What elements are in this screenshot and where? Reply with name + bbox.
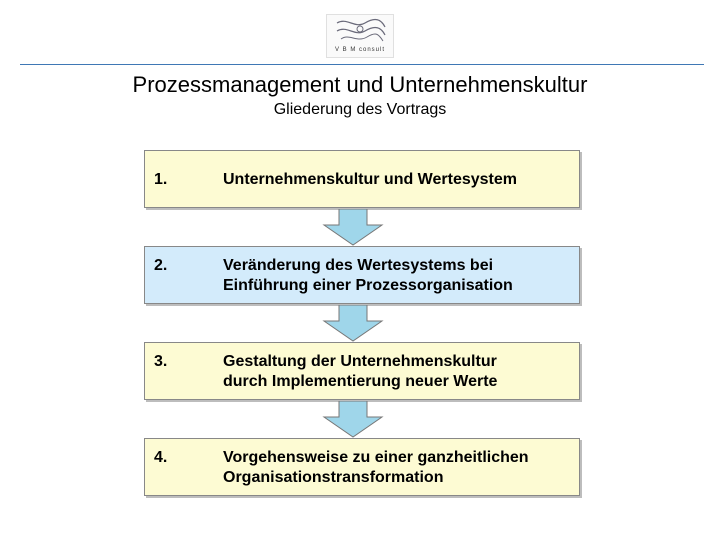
step-label: Vorgehensweise zu einer ganzheitlichen Organisationstransformation bbox=[223, 449, 529, 486]
down-arrow-icon bbox=[322, 305, 384, 343]
step-label: Veränderung des Wertesystems bei Einführung einer Prozessorganisation bbox=[223, 257, 513, 294]
header-divider bbox=[20, 64, 704, 65]
down-arrow-icon bbox=[322, 401, 384, 439]
step-box-4 bbox=[144, 438, 580, 496]
logo-text: V B M consult bbox=[334, 47, 385, 53]
step-label: Gestaltung der Unternehmenskultur durch Implementierung neuer Werte bbox=[223, 353, 498, 390]
company-logo bbox=[326, 14, 394, 58]
page-subtitle: Gliederung des Vortrags bbox=[273, 101, 447, 118]
step-number: 3. bbox=[154, 353, 168, 370]
step-box-1 bbox=[144, 150, 580, 208]
step-number: 4. bbox=[154, 449, 168, 466]
logo-swirl-icon bbox=[327, 15, 393, 47]
down-arrow-icon bbox=[322, 209, 384, 247]
page-title: Prozessmanagement und Unternehmenskultur bbox=[132, 72, 588, 97]
step-box-3 bbox=[144, 342, 580, 400]
step-box-2 bbox=[144, 246, 580, 304]
step-number: 1. bbox=[154, 171, 168, 188]
step-number: 2. bbox=[154, 257, 168, 274]
step-label: Unternehmenskultur und Wertesystem bbox=[223, 171, 517, 188]
